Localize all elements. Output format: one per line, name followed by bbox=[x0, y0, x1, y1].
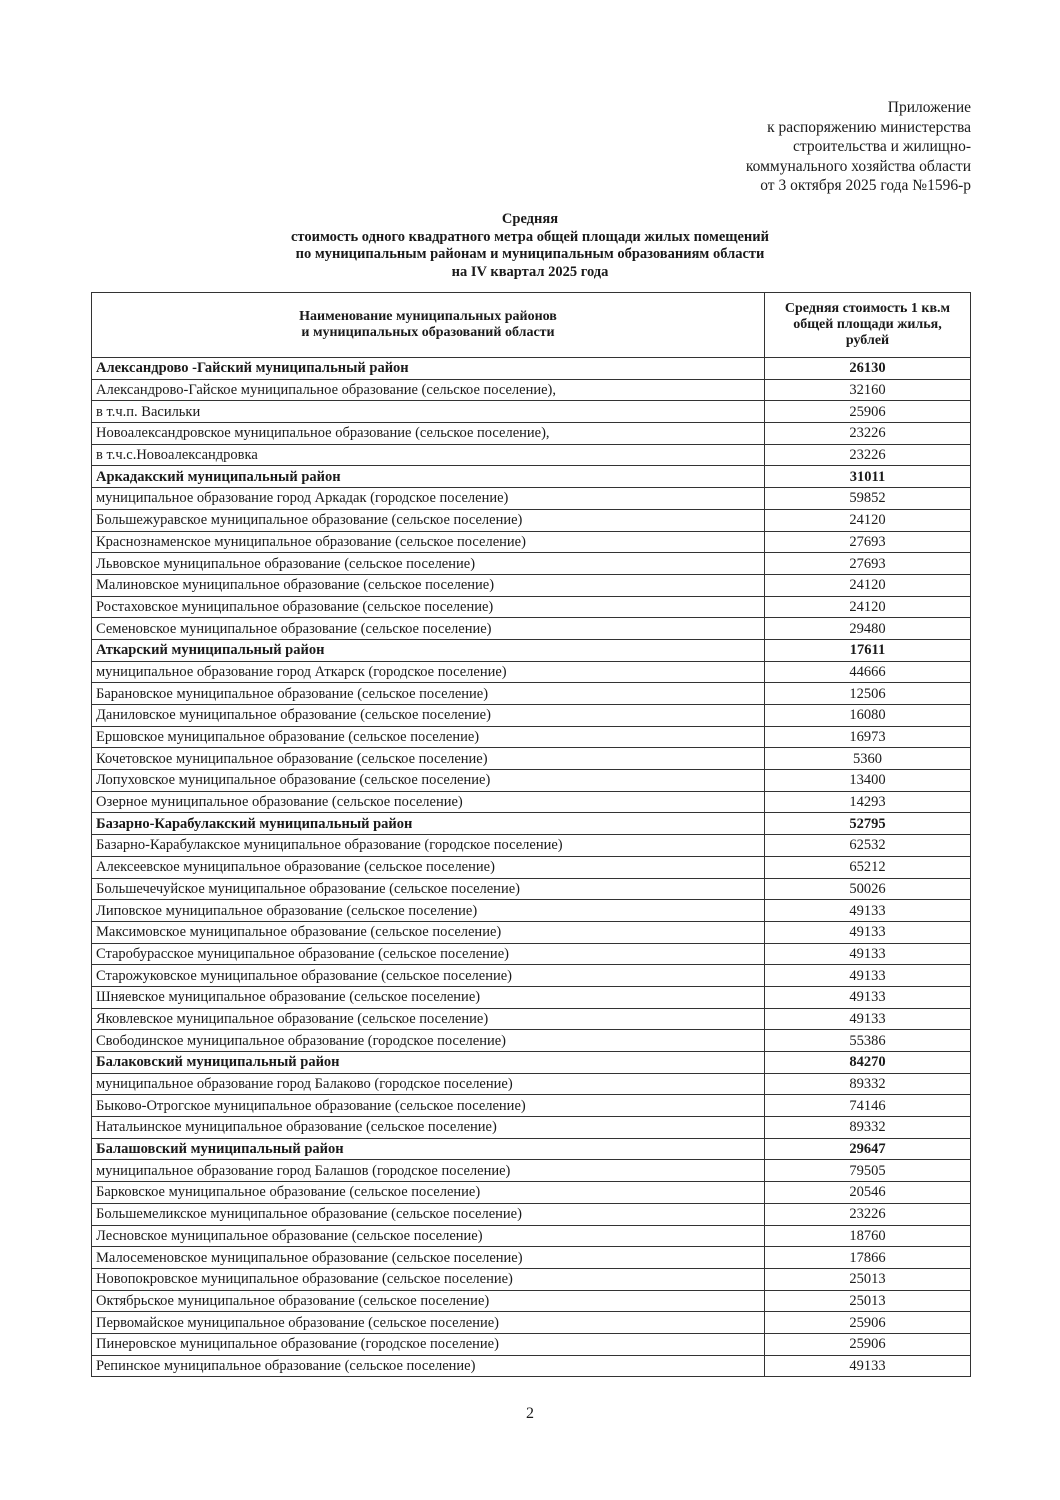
price-value: 49133 bbox=[765, 900, 971, 922]
price-value: 25906 bbox=[765, 1312, 971, 1334]
district-row bbox=[92, 1138, 971, 1160]
table-row bbox=[92, 553, 971, 575]
column-header-price: Средняя стоимость 1 кв.м общей площади жилья, рублей bbox=[765, 293, 971, 358]
price-value: 49133 bbox=[765, 921, 971, 943]
table-row bbox=[92, 1355, 971, 1377]
municipality-name: Базарно-Карабулакское муниципальное образование (городское поселение) bbox=[92, 835, 765, 857]
price-value: 18760 bbox=[765, 1225, 971, 1247]
district-row bbox=[92, 1052, 971, 1074]
table-row bbox=[92, 921, 971, 943]
municipality-name: Старобурасское муниципальное образование (сельское поселение) bbox=[92, 943, 765, 965]
title-line: по муниципальным районам и муниципальным образованиям области bbox=[295, 246, 765, 262]
table-header-row bbox=[92, 293, 971, 358]
municipality-name: Семеновское муниципальное образование (сельское поселение) bbox=[92, 618, 765, 640]
title-line: Средняя bbox=[501, 211, 559, 227]
municipality-name: Балаковский муниципальный район bbox=[92, 1052, 765, 1074]
price-value: 17866 bbox=[765, 1247, 971, 1269]
price-value: 55386 bbox=[765, 1030, 971, 1052]
price-value: 44666 bbox=[765, 661, 971, 683]
table-row bbox=[92, 1268, 971, 1290]
column-header-name: Наименование муниципальных районов и муниципальных образований области bbox=[92, 293, 765, 358]
municipality-name: Свободинское муниципальное образование (городское поселение) bbox=[92, 1030, 765, 1052]
table-row bbox=[92, 791, 971, 813]
municipality-name: Даниловское муниципальное образование (сельское поселение) bbox=[92, 705, 765, 727]
price-value: 29647 bbox=[765, 1138, 971, 1160]
table-row bbox=[92, 1312, 971, 1334]
table-row bbox=[92, 726, 971, 748]
price-value: 25906 bbox=[765, 401, 971, 423]
municipality-name: Большемеликское муниципальное образование (сельское поселение) bbox=[92, 1203, 765, 1225]
municipality-name: муниципальное образование город Аткарск (городское поселение) bbox=[92, 661, 765, 683]
table-row bbox=[92, 1333, 971, 1355]
table-row bbox=[92, 1160, 971, 1182]
municipality-name: Балашовский муниципальный район bbox=[92, 1138, 765, 1160]
table-row bbox=[92, 444, 971, 466]
page-number: 2 bbox=[526, 1405, 534, 1422]
price-value: 16973 bbox=[765, 726, 971, 748]
municipality-name: Краснознаменское муниципальное образование (сельское поселение) bbox=[92, 531, 765, 553]
municipality-name: Первомайское муниципальное образование (сельское поселение) bbox=[92, 1312, 765, 1334]
municipality-name: Липовское муниципальное образование (сельское поселение) bbox=[92, 900, 765, 922]
district-row bbox=[92, 639, 971, 661]
price-value: 52795 bbox=[765, 813, 971, 835]
municipality-name: Ростаховское муниципальное образование (сельское поселение) bbox=[92, 596, 765, 618]
municipality-name: Кочетовское муниципальное образование (сельское поселение) bbox=[92, 748, 765, 770]
price-value: 49133 bbox=[765, 1355, 971, 1377]
municipality-name: Максимовское муниципальное образование (сельское поселение) bbox=[92, 921, 765, 943]
municipality-name: Большечечуйское муниципальное образование (сельское поселение) bbox=[92, 878, 765, 900]
appendix-line: Приложение bbox=[887, 99, 971, 116]
price-table bbox=[91, 292, 971, 1377]
price-value: 26130 bbox=[765, 358, 971, 380]
price-value: 24120 bbox=[765, 574, 971, 596]
price-value: 27693 bbox=[765, 553, 971, 575]
price-value: 89332 bbox=[765, 1073, 971, 1095]
price-value: 27693 bbox=[765, 531, 971, 553]
price-value: 16080 bbox=[765, 705, 971, 727]
table-row bbox=[92, 596, 971, 618]
municipality-name: Александрово-Гайское муниципальное образование (сельское поселение), bbox=[92, 379, 765, 401]
municipality-name: Лопуховское муниципальное образование (сельское поселение) bbox=[92, 770, 765, 792]
municipality-name: Новопокровское муниципальное образование (сельское поселение) bbox=[92, 1268, 765, 1290]
table-row bbox=[92, 401, 971, 423]
municipality-name: Львовское муниципальное образование (сельское поселение) bbox=[92, 553, 765, 575]
price-value: 25906 bbox=[765, 1333, 971, 1355]
price-value: 79505 bbox=[765, 1160, 971, 1182]
table-row bbox=[92, 1225, 971, 1247]
table-row bbox=[92, 618, 971, 640]
municipality-name: Малосеменовское муниципальное образование (сельское поселение) bbox=[92, 1247, 765, 1269]
table-row bbox=[92, 835, 971, 857]
table-row bbox=[92, 423, 971, 445]
price-value: 23226 bbox=[765, 1203, 971, 1225]
municipality-name: муниципальное образование город Балаково (городское поселение) bbox=[92, 1073, 765, 1095]
price-value: 59852 bbox=[765, 488, 971, 510]
table-row bbox=[92, 1182, 971, 1204]
table-row bbox=[92, 1008, 971, 1030]
municipality-name: Малиновское муниципальное образование (сельское поселение) bbox=[92, 574, 765, 596]
table-row bbox=[92, 856, 971, 878]
municipality-name: Октябрьское муниципальное образование (сельское поселение) bbox=[92, 1290, 765, 1312]
table-row bbox=[92, 531, 971, 553]
price-value: 24120 bbox=[765, 509, 971, 531]
price-value: 12506 bbox=[765, 683, 971, 705]
municipality-name: Лесновское муниципальное образование (сельское поселение) bbox=[92, 1225, 765, 1247]
table-row bbox=[92, 900, 971, 922]
municipality-name: Александрово -Гайский муниципальный район bbox=[92, 358, 765, 380]
title-line: на IV квартал 2025 года bbox=[451, 263, 609, 280]
price-value: 20546 bbox=[765, 1182, 971, 1204]
municipality-name: Ершовское муниципальное образование (сельское поселение) bbox=[92, 726, 765, 748]
municipality-name: Шняевское муниципальное образование (сельское поселение) bbox=[92, 986, 765, 1008]
municipality-name: Алексеевское муниципальное образование (сельское поселение) bbox=[92, 856, 765, 878]
table-row bbox=[92, 683, 971, 705]
price-value: 29480 bbox=[765, 618, 971, 640]
price-value: 31011 bbox=[765, 466, 971, 488]
municipality-name: Базарно-Карабулакский муниципальный район bbox=[92, 813, 765, 835]
table-row bbox=[92, 661, 971, 683]
price-value: 49133 bbox=[765, 965, 971, 987]
municipality-name: муниципальное образование город Аркадак (городское поселение) bbox=[92, 488, 765, 510]
price-value: 49133 bbox=[765, 986, 971, 1008]
municipality-name: Новоалександровское муниципальное образование (сельское поселение), bbox=[92, 423, 765, 445]
price-value: 25013 bbox=[765, 1268, 971, 1290]
title-line: стоимость одного квадратного метра общей площади жилых помещений bbox=[291, 228, 769, 245]
table-row bbox=[92, 943, 971, 965]
price-value: 32160 bbox=[765, 379, 971, 401]
table-row bbox=[92, 1117, 971, 1139]
price-value: 49133 bbox=[765, 943, 971, 965]
table-row bbox=[92, 1095, 971, 1117]
municipality-name: Аткарский муниципальный район bbox=[92, 639, 765, 661]
price-value: 84270 bbox=[765, 1052, 971, 1074]
municipality-name: Репинское муниципальное образование (сельское поселение) bbox=[92, 1355, 765, 1377]
table-row bbox=[92, 1073, 971, 1095]
price-value: 14293 bbox=[765, 791, 971, 813]
municipality-name: Барановское муниципальное образование (сельское поселение) bbox=[92, 683, 765, 705]
price-value: 49133 bbox=[765, 1008, 971, 1030]
table-row bbox=[92, 1247, 971, 1269]
table-row bbox=[92, 379, 971, 401]
table-row bbox=[92, 1030, 971, 1052]
appendix-line: к распоряжению министерства bbox=[767, 118, 971, 136]
table-body bbox=[92, 358, 971, 1377]
price-value: 23226 bbox=[765, 444, 971, 466]
appendix-line: строительства и жилищно- bbox=[793, 138, 971, 155]
municipality-name: Натальинское муниципальное образование (сельское поселение) bbox=[92, 1117, 765, 1139]
municipality-name: в т.ч.п. Васильки bbox=[92, 401, 765, 423]
municipality-name: Старожуковское муниципальное образование (сельское поселение) bbox=[92, 965, 765, 987]
price-value: 13400 bbox=[765, 770, 971, 792]
district-row bbox=[92, 466, 971, 488]
municipality-name: Барковское муниципальное образование (сельское поселение) bbox=[92, 1182, 765, 1204]
price-value: 89332 bbox=[765, 1117, 971, 1139]
price-value: 25013 bbox=[765, 1290, 971, 1312]
municipality-name: Большежуравское муниципальное образование (сельское поселение) bbox=[92, 509, 765, 531]
price-value: 23226 bbox=[765, 423, 971, 445]
price-value: 50026 bbox=[765, 878, 971, 900]
district-row bbox=[92, 358, 971, 380]
appendix-line: коммунального хозяйства области bbox=[745, 157, 971, 175]
municipality-name: муниципальное образование город Балашов (городское поселение) bbox=[92, 1160, 765, 1182]
municipality-name: в т.ч.с.Новоалександровка bbox=[92, 444, 765, 466]
municipality-name: Пинеровское муниципальное образование (городское поселение) bbox=[92, 1333, 765, 1355]
price-value: 74146 bbox=[765, 1095, 971, 1117]
appendix-line: от 3 октября 2025 года №1596-р bbox=[760, 177, 971, 194]
price-value: 65212 bbox=[765, 856, 971, 878]
municipality-name: Аркадакский муниципальный район bbox=[92, 466, 765, 488]
table-row bbox=[92, 1203, 971, 1225]
appendix-note bbox=[746, 98, 971, 196]
district-row bbox=[92, 813, 971, 835]
table-row bbox=[92, 509, 971, 531]
municipality-name: Быково-Отрогское муниципальное образование (сельское поселение) bbox=[92, 1095, 765, 1117]
table-row bbox=[92, 770, 971, 792]
document-title bbox=[0, 211, 1060, 281]
table-row bbox=[92, 878, 971, 900]
price-value: 17611 bbox=[765, 639, 971, 661]
table-row bbox=[92, 986, 971, 1008]
table-row bbox=[92, 574, 971, 596]
table-row bbox=[92, 488, 971, 510]
table-row bbox=[92, 965, 971, 987]
municipality-name: Яковлевское муниципальное образование (сельское поселение) bbox=[92, 1008, 765, 1030]
price-value: 62532 bbox=[765, 835, 971, 857]
municipality-name: Озерное муниципальное образование (сельское поселение) bbox=[92, 791, 765, 813]
table-row bbox=[92, 748, 971, 770]
table-row bbox=[92, 1290, 971, 1312]
table-row bbox=[92, 705, 971, 727]
price-value: 5360 bbox=[765, 748, 971, 770]
price-value: 24120 bbox=[765, 596, 971, 618]
